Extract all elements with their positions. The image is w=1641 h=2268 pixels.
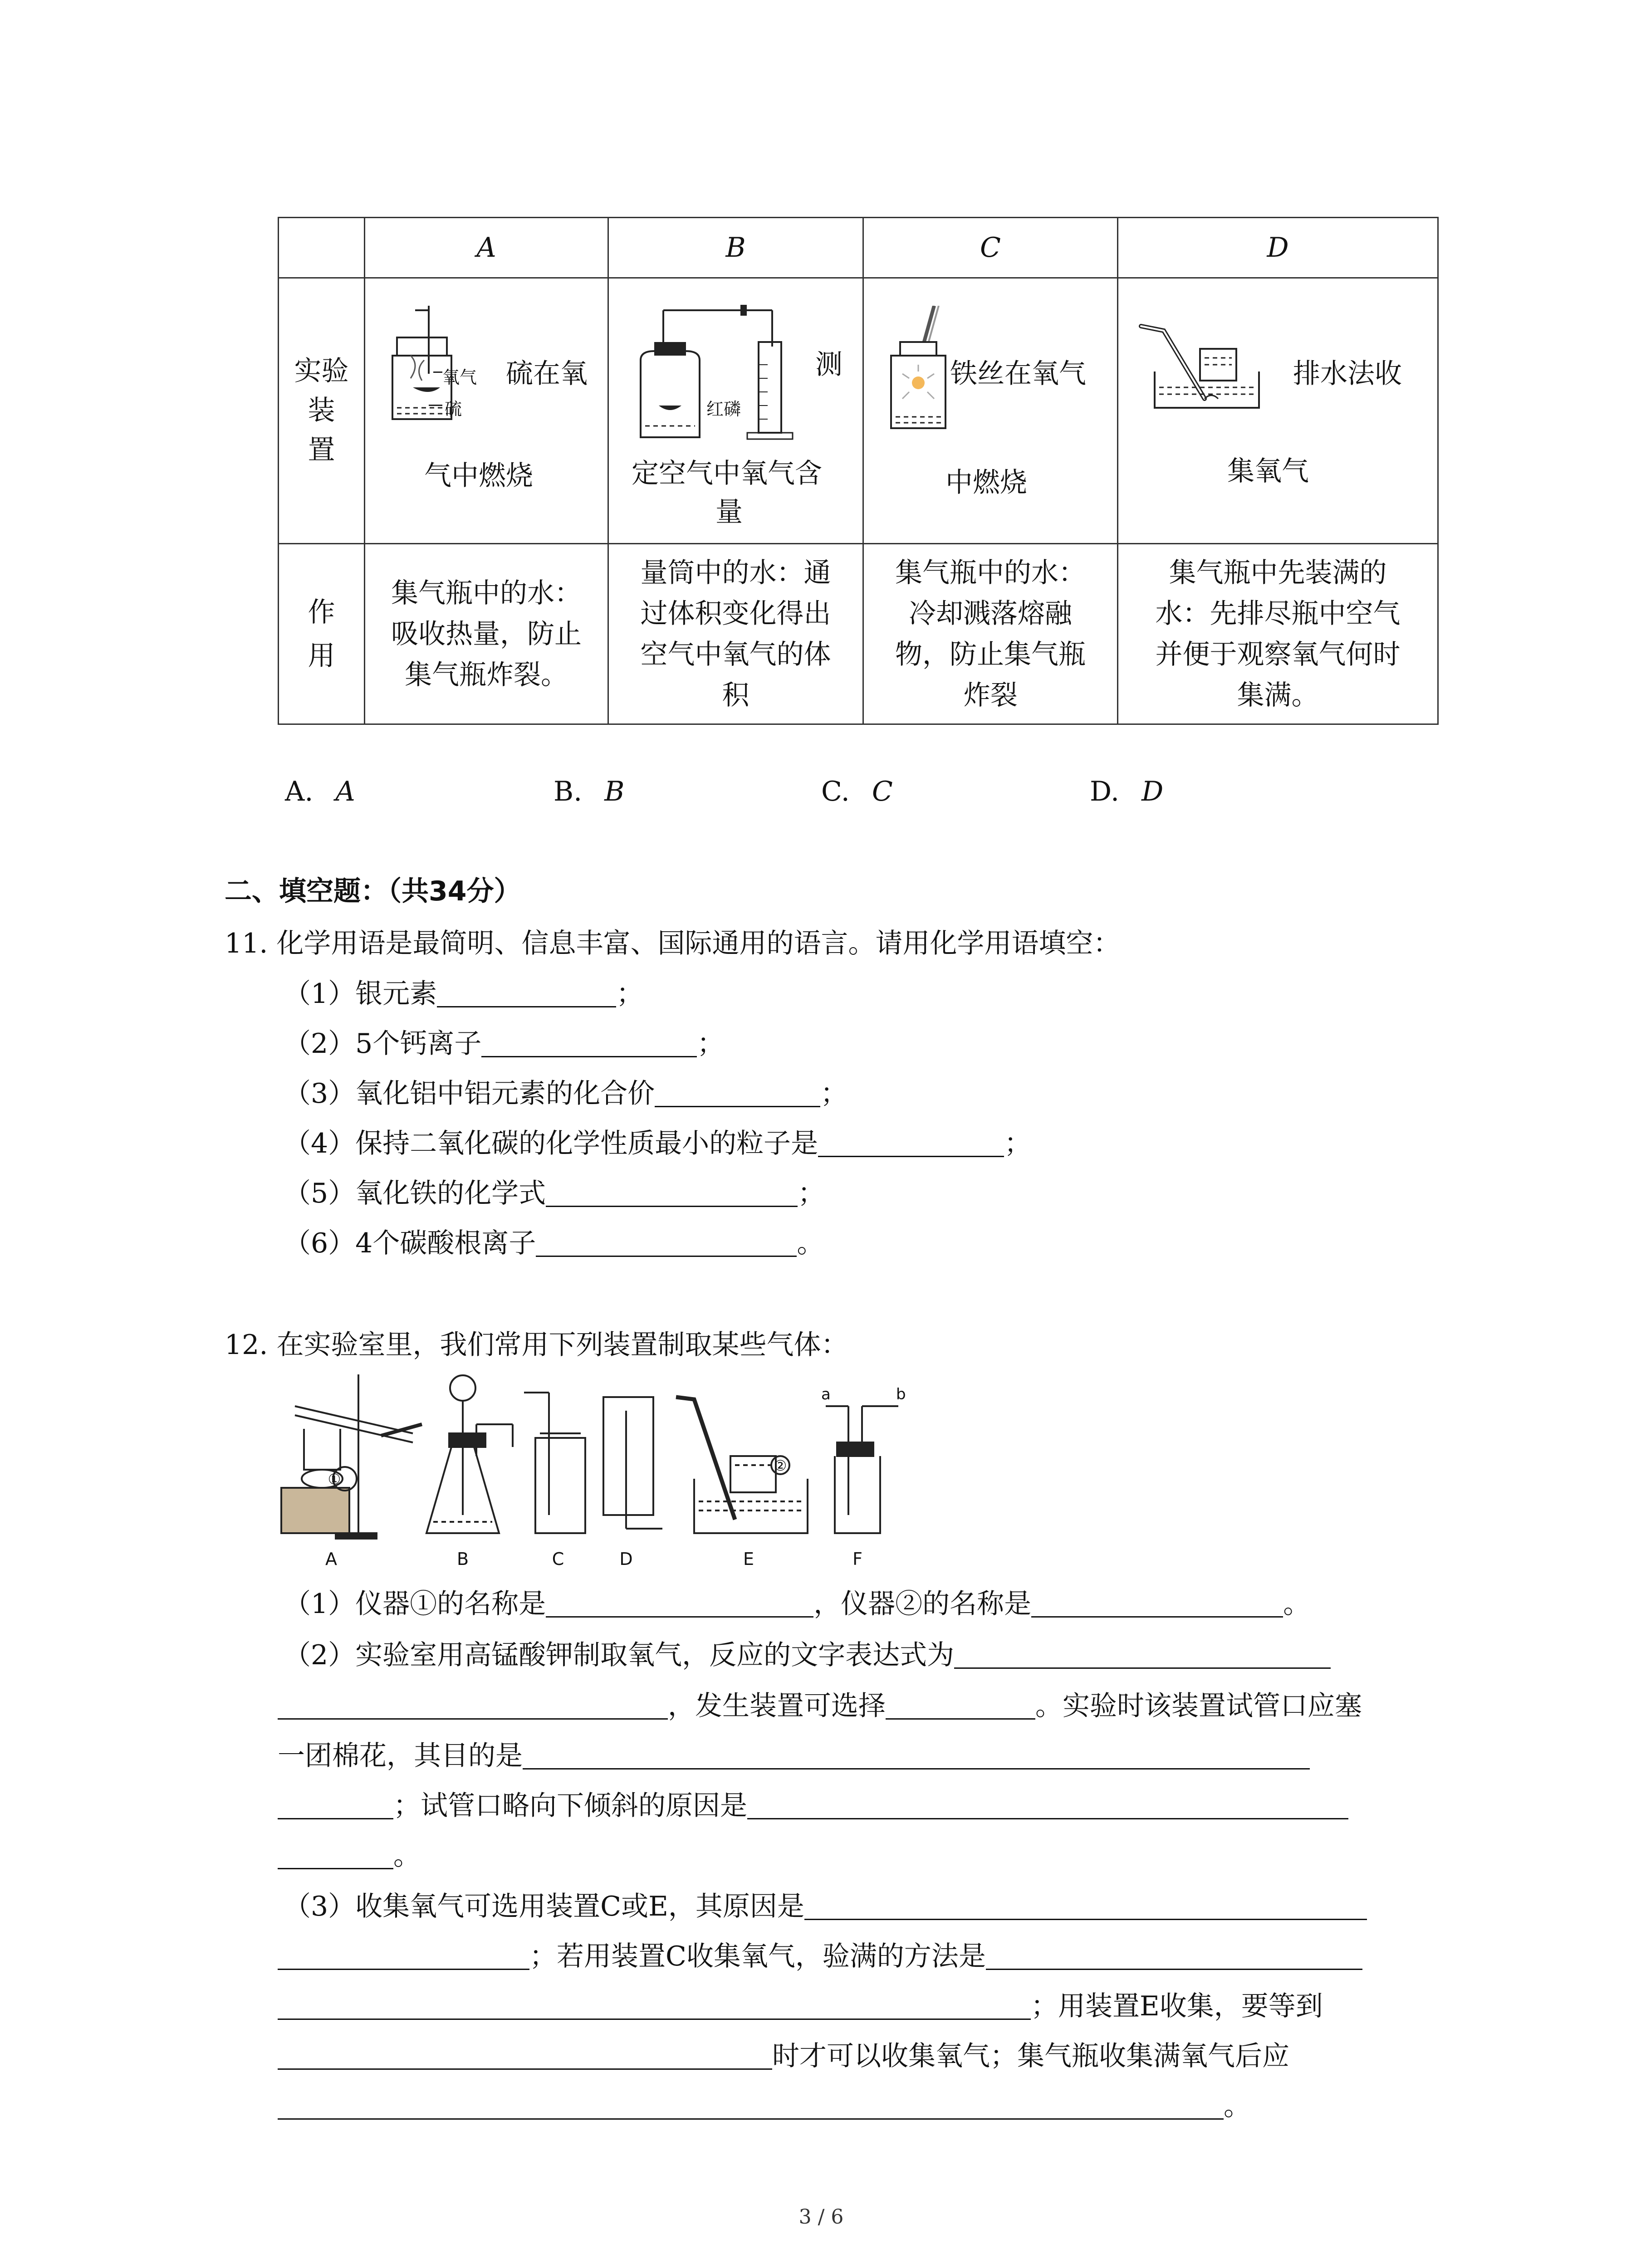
- q12-part1: [284, 1590, 1310, 1618]
- q12-p1-text-a: （1）仪器①的名称是: [284, 1588, 546, 1620]
- apparatus-cell-b: [608, 278, 863, 544]
- q12-part2-line4: [278, 1790, 1348, 1822]
- q11-item-5: [284, 1179, 825, 1207]
- q12-p3-text-d: 时才可以收集氧气；集气瓶收集满氧气后应: [772, 2040, 1289, 2072]
- apparatus-a-text-2: 气中燃烧: [424, 460, 533, 492]
- q11-item-2-text: （2）5个钙离子: [284, 1028, 482, 1060]
- q12-answer-full-check-cont[interactable]: [278, 1992, 1031, 2020]
- q11-item-6-text: （6）4个碳酸根离子: [284, 1227, 536, 1259]
- q11-item-4-text: （4）保持二氧化碳的化学性质最小的粒子是: [284, 1128, 818, 1159]
- apparatus-d-text-1: 排水法收: [1293, 358, 1402, 390]
- q12-p1-text-c: 。: [1283, 1588, 1311, 1620]
- function-cell-b: [608, 544, 863, 724]
- apparatus-cell-a: [365, 278, 608, 544]
- q12-p2-text-a: （2）实验室用高锰酸钾制取氧气，反应的文字表达式为: [284, 1639, 955, 1671]
- q12-answer-collect-reason-cont[interactable]: [278, 1942, 529, 1970]
- q12-p3-text-b: ；若用装置C收集氧气，验满的方法是: [529, 1941, 986, 1972]
- col-header-a: A: [365, 218, 608, 278]
- q12-answer-cotton-purpose-cont[interactable]: [278, 1792, 393, 1819]
- col-header-c: C: [863, 218, 1118, 278]
- q11-item-5-end: ；: [798, 1178, 825, 1209]
- function-cell-c: [863, 544, 1118, 724]
- q12-answer-tilt-reason[interactable]: [747, 1792, 1348, 1819]
- row-label-apparatus-text: 实验 装 置: [294, 355, 349, 466]
- col-header-d: D: [1118, 218, 1438, 278]
- q12-answer-equation[interactable]: [954, 1641, 1331, 1669]
- function-c-text: 集气瓶中的水： 冷却溅落熔融 物，防止集气瓶 炸裂: [895, 557, 1086, 711]
- q12-part3-line2: [278, 1942, 1362, 1970]
- q12-answer-equation-cont[interactable]: [278, 1692, 668, 1720]
- option-c[interactable]: [821, 778, 893, 805]
- apparatus-cell-c: [863, 278, 1118, 544]
- option-a[interactable]: [285, 778, 355, 805]
- figure-mark-1: ①: [328, 1471, 341, 1488]
- q12-answer-instrument-2[interactable]: [1031, 1590, 1283, 1618]
- function-a-text: 集气瓶中的水： 吸收热量，防止 集气瓶炸裂。: [391, 577, 582, 691]
- row-label-apparatus: [279, 278, 365, 544]
- q12-part2-line3: [278, 1740, 1310, 1772]
- q11-item-2: [284, 1028, 725, 1060]
- apparatus-b-text-3: 量: [715, 496, 743, 528]
- q12-apparatus-figure: [277, 1365, 921, 1572]
- option-c-prefix: C.: [821, 776, 850, 807]
- q12-answer-wait-until[interactable]: [278, 2042, 772, 2070]
- q12-part3-line4: [278, 2042, 1289, 2070]
- q11-item-3-text: （3）氧化铝中铝元素的化合价: [284, 1078, 655, 1110]
- function-cell-d: [1118, 544, 1438, 724]
- q11-item-1-text: （1）银元素: [284, 978, 437, 1010]
- q11-item-5-text: （5）氧化铁的化学式: [284, 1178, 546, 1209]
- q12-stem: 12. 在实验室里，我们常用下列装置制取某些气体：: [225, 1329, 848, 1361]
- q11-item-6-end: 。: [797, 1227, 824, 1259]
- q12-p3-text-a: （3）收集氧气可选用装置C或E，其原因是: [284, 1891, 804, 1922]
- apparatus-b-text-1: 测: [815, 349, 843, 381]
- oxygen-content-apparatus: [636, 292, 808, 446]
- q11-item-1-end: ；: [616, 978, 644, 1010]
- q11-item-6: [284, 1229, 824, 1257]
- q11-answer-3[interactable]: [655, 1080, 820, 1107]
- label-sulfur: 硫: [445, 399, 462, 419]
- label-red-phosphorus: 红磷: [706, 399, 741, 419]
- apparatus-d-text-2: 集氧气: [1227, 455, 1309, 487]
- figure-mark-2: ②: [774, 1457, 787, 1474]
- q12-part2-line1: [284, 1641, 1331, 1669]
- apparatus-c-text-2: 中燃烧: [945, 467, 1027, 499]
- apparatus-cell-d: [1118, 278, 1438, 544]
- figure-label-a: A: [325, 1549, 337, 1569]
- figure-mark-a: a: [821, 1385, 831, 1403]
- q12-part2-line5: [278, 1840, 421, 1872]
- figure-label-d: D: [619, 1549, 633, 1569]
- q12-p3-text-e: 。: [1224, 2090, 1251, 2122]
- q12-part3-line3: [278, 1992, 1323, 2020]
- apparatus-a-text-1: 硫在氧: [506, 358, 588, 390]
- option-a-prefix: A.: [285, 776, 314, 807]
- option-d-prefix: D.: [1090, 776, 1120, 807]
- q12-answer-cotton-purpose[interactable]: [523, 1742, 1310, 1769]
- q12-apparatus-drawing: [277, 1365, 921, 1572]
- q12-p2-text-c: 。实验时该装置试管口应塞: [1035, 1690, 1362, 1722]
- col-header-b: B: [608, 218, 863, 278]
- q12-part3-line5: [278, 2092, 1251, 2120]
- figure-label-e: E: [743, 1549, 754, 1569]
- q11-answer-6[interactable]: [536, 1229, 797, 1257]
- q12-p2-text-d: 一团棉花，其目的是: [278, 1740, 523, 1772]
- q11-item-4: [284, 1129, 1031, 1157]
- q11-answer-5[interactable]: [546, 1179, 798, 1207]
- option-b[interactable]: [554, 778, 624, 805]
- section-title: 二、填空题：（共34分）: [225, 875, 521, 907]
- q11-item-2-end: ；: [697, 1028, 725, 1060]
- apparatus-b-text-2: 定空气中氧气含: [632, 458, 822, 489]
- q11-answer-4[interactable]: [818, 1129, 1004, 1157]
- q11-answer-1[interactable]: [437, 980, 616, 1007]
- q12-answer-collect-reason[interactable]: [804, 1892, 1367, 1920]
- figure-label-b: B: [456, 1549, 469, 1569]
- option-c-value: C: [872, 776, 893, 807]
- q11-item-1: [284, 978, 644, 1010]
- q11-item-4-end: ；: [1004, 1128, 1032, 1159]
- option-d-value: D: [1141, 776, 1164, 807]
- q11-stem: 11. 化学用语是最简明、信息丰富、国际通用的语言。请用化学用语填空：: [225, 928, 1121, 959]
- q12-p2-text-e: ；试管口略向下倾斜的原因是: [393, 1790, 747, 1822]
- apparatus-c-text-1: 铁丝在氧气: [950, 358, 1086, 390]
- option-a-value: A: [335, 776, 355, 807]
- option-d[interactable]: [1090, 778, 1163, 805]
- figure-label-c: C: [552, 1549, 564, 1569]
- q11-item-3: [284, 1078, 848, 1110]
- q12-answer-after-full[interactable]: [278, 2092, 1224, 2120]
- q12-p2-text-f: 。: [393, 1840, 421, 1872]
- corner-cell: [279, 218, 365, 278]
- q12-p1-text-b: ，仪器②的名称是: [813, 1588, 1032, 1620]
- q12-p2-text-b: ，发生装置可选择: [668, 1690, 886, 1722]
- q12-answer-instrument-1[interactable]: [546, 1590, 813, 1618]
- experiment-table: [278, 217, 1439, 725]
- row-label-function: [279, 544, 365, 724]
- iron-wire-apparatus: [882, 306, 955, 437]
- function-cell-a: [365, 544, 608, 724]
- option-b-prefix: B.: [554, 776, 583, 807]
- function-d-text: 集气瓶中先装满的 水：先排尽瓶中空气 并便于观察氧气何时 集满。: [1155, 557, 1401, 711]
- q12-p3-text-c: ；用装置E收集，要等到: [1031, 1990, 1323, 2022]
- q12-answer-generator[interactable]: [886, 1692, 1035, 1720]
- q12-part3-line1: [284, 1892, 1367, 1920]
- option-b-value: B: [604, 776, 625, 807]
- figure-label-f: F: [852, 1549, 862, 1569]
- q12-answer-tilt-reason-cont[interactable]: [278, 1842, 393, 1869]
- water-displacement-apparatus: [1136, 322, 1264, 412]
- q11-answer-2[interactable]: [481, 1030, 697, 1057]
- row-label-function-text: 作 用: [308, 596, 335, 672]
- q12-part2-line2: [278, 1692, 1362, 1720]
- label-oxygen: 氧气: [442, 367, 477, 387]
- figure-mark-b: b: [896, 1385, 906, 1403]
- q12-answer-full-check[interactable]: [986, 1942, 1362, 1970]
- page-number: 3 / 6: [798, 2205, 844, 2229]
- q11-item-3-end: ；: [820, 1078, 848, 1110]
- function-b-text: 量筒中的水：通 过体积变化得出 空气中氧气的体 积: [640, 557, 831, 711]
